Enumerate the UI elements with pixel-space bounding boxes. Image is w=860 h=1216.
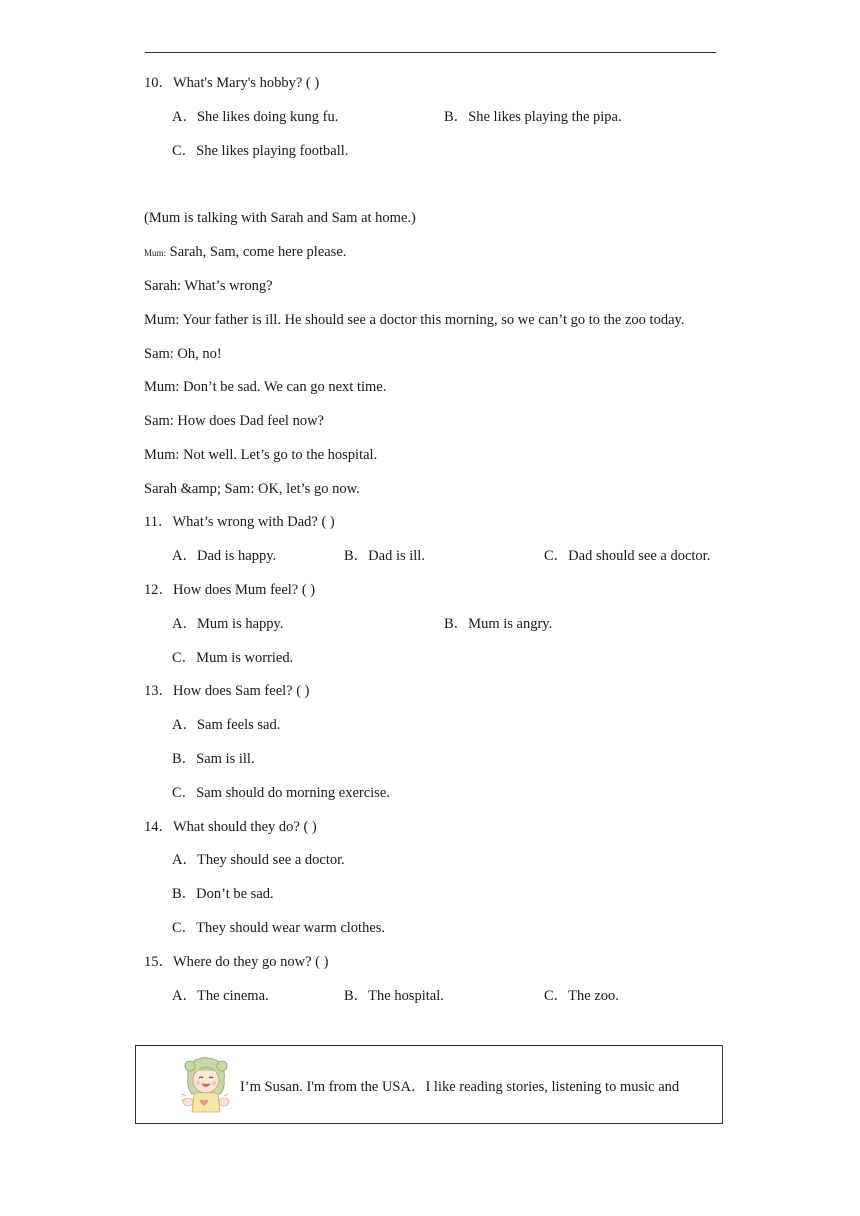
dialogue-line-6: Sam: How does Dad feel now? (144, 413, 324, 429)
q12-option-c: C．Mum is worried. (172, 650, 294, 666)
header-rule (145, 52, 716, 53)
q10-option-b: B．She likes playing the pipa. (444, 109, 622, 125)
question-13: 13．How does Sam feel? ( ) (144, 683, 310, 699)
q14-option-a: A．They should see a doctor. (172, 852, 345, 868)
q13-option-a: A．Sam feels sad. (172, 717, 281, 733)
dialogue-line-4: Sam: Oh, no! (144, 346, 222, 362)
question-15: 15．Where do they go now? ( ) (144, 954, 329, 970)
question-12: 12．How does Mum feel? ( ) (144, 582, 316, 598)
q13-option-c: C．Sam should do morning exercise. (172, 785, 390, 801)
q10-option-c: C．She likes playing football. (172, 143, 349, 159)
question-14: 14．What should they do? ( ) (144, 819, 317, 835)
q11-option-b: B．Dad is ill. (344, 548, 425, 564)
q15-option-a: A．The cinema. (172, 988, 269, 1004)
girl-illustration (178, 1054, 232, 1116)
q15-option-c: C．The zoo. (544, 988, 619, 1004)
dialogue-line-1-text: Sarah, Sam, come here please. (166, 244, 347, 260)
question-10: 10．What's Mary's hobby? ( ) (144, 75, 320, 91)
q11-option-a: A．Dad is happy. (172, 548, 277, 564)
dialogue-line-5: Mum: Don’t be sad. We can go next time. (144, 379, 387, 395)
dialogue-line-7: Mum: Not well. Let’s go to the hospital. (144, 447, 378, 463)
q12-option-b: B．Mum is angry. (444, 616, 553, 632)
dialogue-line-3: Mum: Your father is ill. He should see a doctor this morning, so we can’t go to the zoo today. (144, 312, 685, 328)
dialogue-line-1 (144, 243, 346, 262)
dialogue-intro: (Mum is talking with Sarah and Sam at home.) (144, 210, 416, 226)
q10-option-a: A．She likes doing kung fu. (172, 109, 339, 125)
dialogue-line-2: Sarah: What’s wrong? (144, 278, 273, 294)
q11-option-c: C．Dad should see a doctor. (544, 548, 711, 564)
q13-option-b: B．Sam is ill. (172, 751, 255, 767)
reading-passage-box (135, 1045, 723, 1124)
question-11: 11．What’s wrong with Dad? ( ) (144, 514, 335, 530)
speaker-mum-small: Mum: (144, 248, 167, 258)
dialogue-line-8: Sarah &amp; Sam: OK, let’s go now. (144, 481, 360, 497)
q15-option-b: B．The hospital. (344, 988, 444, 1004)
q12-option-a: A．Mum is happy. (172, 616, 284, 632)
q14-option-c: C．They should wear warm clothes. (172, 920, 386, 936)
susan-intro-text: I’m Susan. I'm from the USA．I like reading stories, listening to music and (240, 1079, 680, 1095)
q14-option-b: B．Don’t be sad. (172, 886, 274, 902)
